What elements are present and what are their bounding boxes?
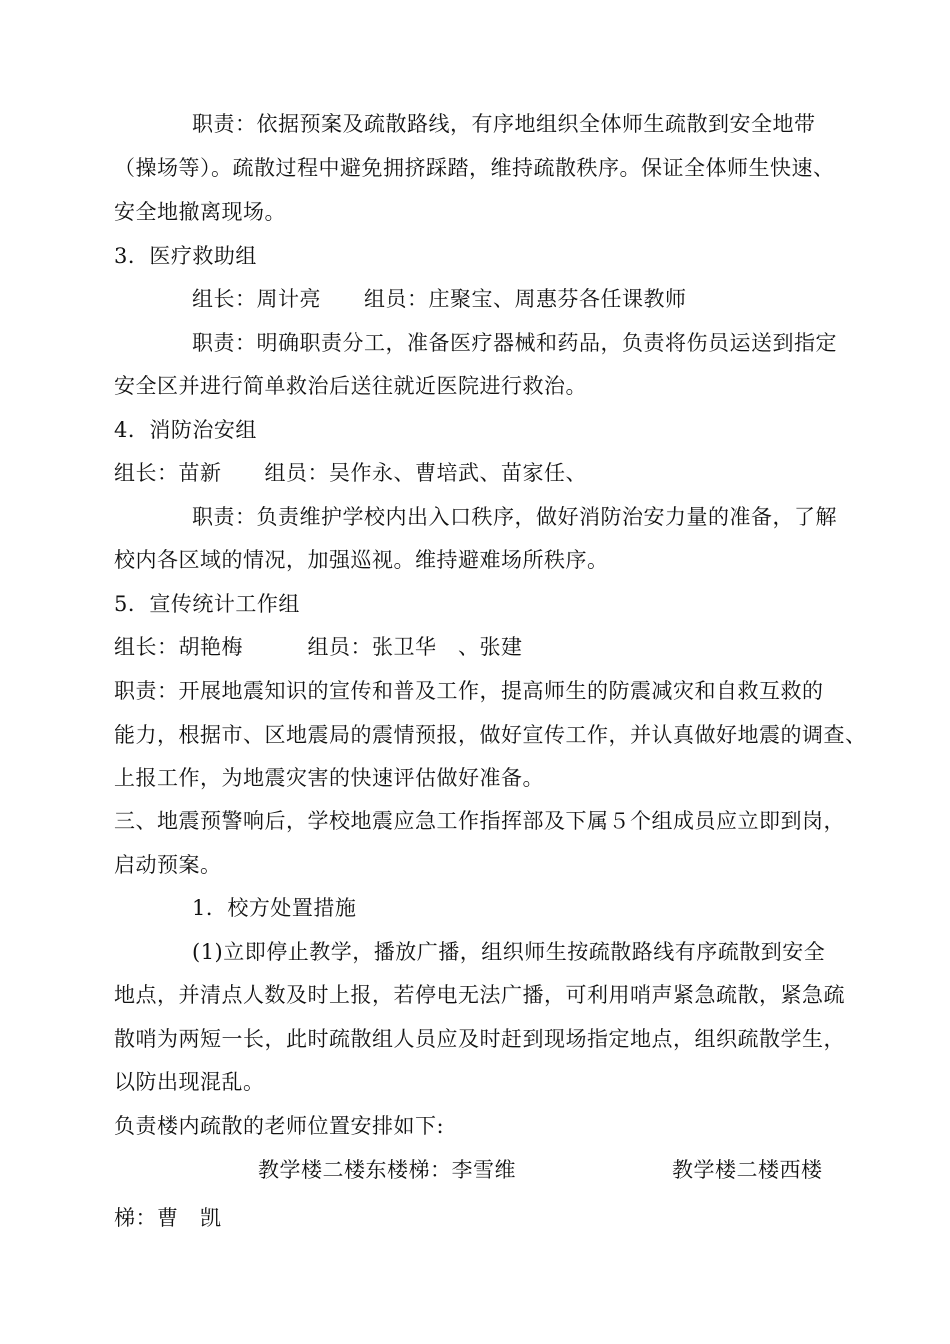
paragraph-line: 启动预案。: [114, 853, 222, 877]
paragraph-line: 组长：胡艳梅 组员：张卫华 、张建: [114, 635, 523, 659]
section-heading: 3．医疗救助组: [114, 244, 257, 268]
paragraph-line: 以防出现混乱。: [114, 1070, 265, 1094]
paragraph-line: 职责：负责维护学校内出入口秩序，做好消防治安力量的准备，了解: [192, 505, 837, 529]
paragraph-line: 职责：依据预案及疏散路线，有序地组织全体师生疏散到安全地带: [192, 112, 816, 136]
paragraph-line: 教学楼二楼西楼: [672, 1158, 823, 1182]
paragraph-line: 安全区并进行简单救治后送往就近医院进行救治。: [114, 374, 587, 398]
section-heading: 1．校方处置措施: [192, 896, 357, 920]
paragraph-line: 校内各区域的情况，加强巡视。维持避难场所秩序。: [114, 548, 609, 572]
paragraph-line: 职责：开展地震知识的宣传和普及工作，提高师生的防震减灾和自救互救的: [114, 679, 824, 703]
paragraph-line: （操场等）。疏散过程中避免拥挤踩踏，维持疏散秩序。保证全体师生快速、: [114, 156, 835, 180]
paragraph-line: 散哨为两短一长，此时疏散组人员应及时赶到现场指定地点，组织疏散学生，: [114, 1027, 845, 1051]
section-heading: 4．消防治安组: [114, 418, 257, 442]
paragraph-line: 教学楼二楼东楼梯：李雪维: [258, 1158, 516, 1182]
paragraph-line: (1)立即停止教学，播放广播，组织师生按疏散路线有序疏散到安全: [192, 940, 826, 964]
paragraph-line: 上报工作，为地震灾害的快速评估做好准备。: [114, 766, 544, 790]
paragraph-line: 地点，并清点人数及时上报，若停电无法广播，可利用哨声紧急疏散，紧急疏: [114, 983, 845, 1007]
section-heading: 5．宣传统计工作组: [114, 592, 300, 616]
paragraph-line: 安全地撤离现场。: [114, 200, 286, 224]
paragraph-line: 职责：明确职责分工，准备医疗器械和药品，负责将伤员运送到指定: [192, 331, 837, 355]
paragraph-line: 组长：周计亮 组员：庄聚宝、周惠芬各任课教师: [192, 287, 687, 311]
paragraph-line: 三、地震预警响后，学校地震应急工作指挥部及下属５个组成员应立即到岗，: [114, 809, 845, 833]
paragraph-line: 梯：曹 凯: [114, 1206, 222, 1230]
paragraph-line: 能力，根据市、区地震局的震情预报，做好宣传工作，并认真做好地震的调查、: [114, 723, 867, 747]
paragraph-line: 负责楼内疏散的老师位置安排如下:: [114, 1114, 445, 1138]
paragraph-line: 组长：苗新 组员：吴作永、曹培武、苗家任、: [114, 461, 587, 485]
